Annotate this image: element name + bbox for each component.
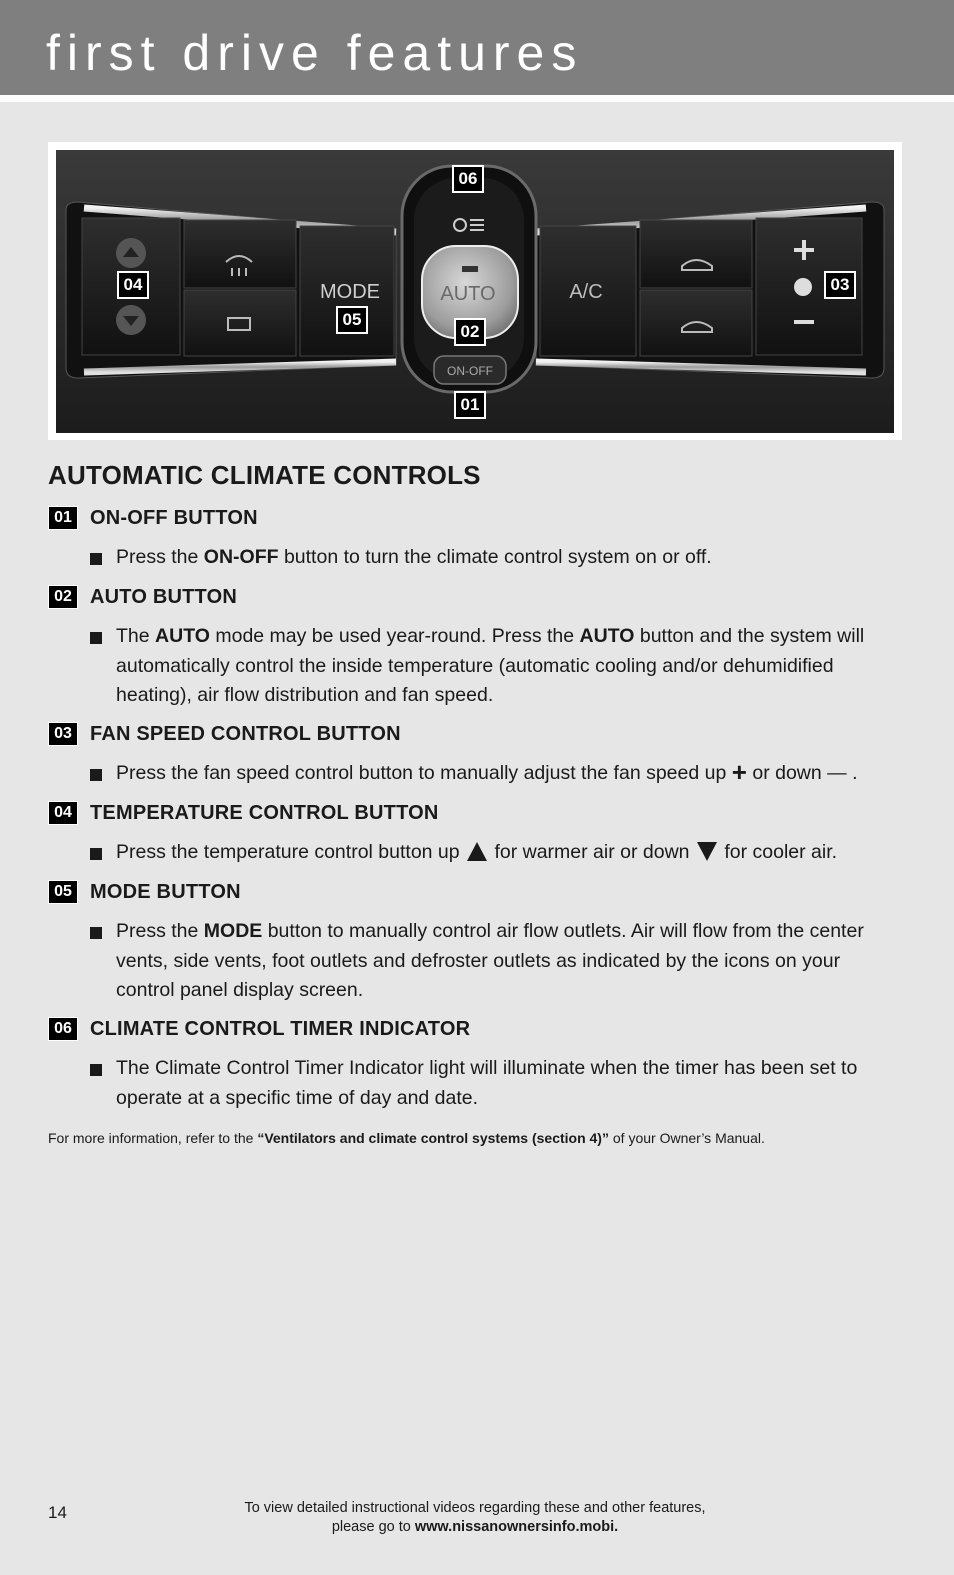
item-title: MODE BUTTON xyxy=(90,880,241,903)
item-title: AUTO BUTTON xyxy=(90,585,238,608)
item-number-badge: 05 xyxy=(48,880,78,904)
bullet-square-icon xyxy=(90,848,102,860)
text-run: . xyxy=(846,762,858,784)
triangle-down-icon xyxy=(697,842,717,861)
mode-button-label: MODE xyxy=(320,281,380,303)
text-run: for cooler air. xyxy=(718,841,838,863)
text-run: button and the system will automatically control the inside temperature (automatic cooling and/or dehumidified heating), air flow distribution and fan speed. xyxy=(116,625,865,706)
page-title: first drive features xyxy=(46,25,584,81)
item-05-description xyxy=(116,917,896,1006)
item-title: CLIMATE CONTROL TIMER INDICATOR xyxy=(90,1017,471,1040)
callout-04: 04 xyxy=(117,271,149,299)
bullet-square-icon xyxy=(90,632,102,644)
text-run: Press the xyxy=(116,546,204,568)
text-run: of your Owner’s Manual. xyxy=(608,1130,765,1146)
item-03-description xyxy=(116,759,896,789)
callout-02: 02 xyxy=(454,318,486,346)
text-run: For more information, refer to the xyxy=(48,1130,258,1146)
bullet-square-icon xyxy=(90,927,102,939)
item-05-heading xyxy=(48,880,241,904)
item-02-description xyxy=(116,622,896,711)
bullet-square-icon xyxy=(90,1064,102,1076)
bullet-square-icon xyxy=(90,553,102,565)
item-number-badge: 04 xyxy=(48,801,78,825)
text-run: button to manually control air flow outlets. Air will flow from the center vents, side vents, foot outlets and defroster outlets as indicated by the icons on your control panel display screen. xyxy=(116,920,864,1001)
callout-05: 05 xyxy=(336,306,368,334)
footer-line-2 xyxy=(200,1518,750,1537)
website-link[interactable]: www.nissanownersinfo.mobi. xyxy=(414,1519,619,1535)
text-bold: ON-OFF xyxy=(203,546,279,568)
text-run: or down xyxy=(746,762,828,784)
item-number-badge: 06 xyxy=(48,1017,78,1041)
item-04-description xyxy=(116,838,896,868)
climate-panel-photo-frame xyxy=(48,142,902,440)
footnote xyxy=(48,1130,765,1146)
text-run: Press the fan speed control button to manually adjust the fan speed up xyxy=(116,762,732,784)
text-run: The Climate Control Timer Indicator light will illuminate when the timer has been set to operate at a specific time of day and date. xyxy=(116,1057,858,1109)
item-title: ON-OFF BUTTON xyxy=(90,506,258,529)
footer-line-1: To view detailed instructional videos regarding these and other features, xyxy=(244,1500,706,1516)
page-header xyxy=(0,0,954,95)
manual-reference: “Ventilators and climate control systems (section 4)” xyxy=(257,1130,609,1146)
minus-icon: — xyxy=(827,762,847,784)
callout-06: 06 xyxy=(452,165,484,193)
item-02-heading xyxy=(48,585,237,609)
text-bold: MODE xyxy=(203,920,263,942)
header-divider xyxy=(0,95,954,102)
item-number-badge: 03 xyxy=(48,722,78,746)
item-01-heading xyxy=(48,506,258,530)
item-title: TEMPERATURE CONTROL BUTTON xyxy=(90,801,439,824)
page-footer xyxy=(200,1499,750,1537)
plus-icon: + xyxy=(731,757,747,787)
text-run: please go to xyxy=(331,1519,415,1535)
text-run: mode may be used year-round. Press the xyxy=(209,625,580,647)
text-run: Press the temperature control button up xyxy=(116,841,466,863)
text-bold: AUTO xyxy=(579,625,635,647)
item-01-description xyxy=(116,543,896,573)
callout-01: 01 xyxy=(454,391,486,419)
ac-button-label: A/C xyxy=(569,281,603,303)
item-number-badge: 02 xyxy=(48,585,78,609)
item-03-heading xyxy=(48,722,401,746)
item-title: FAN SPEED CONTROL BUTTON xyxy=(90,722,401,745)
onoff-button-label: ON-OFF xyxy=(447,364,493,378)
item-number-badge: 01 xyxy=(48,506,78,530)
item-06-heading xyxy=(48,1017,470,1041)
item-06-description xyxy=(116,1054,896,1113)
text-run: Press the xyxy=(116,920,204,942)
climate-panel-photo xyxy=(56,150,894,433)
text-run: for warmer air or down xyxy=(489,841,695,863)
auto-button-label: AUTO xyxy=(440,283,496,305)
page-number: 14 xyxy=(48,1503,67,1522)
bullet-square-icon xyxy=(90,769,102,781)
triangle-up-icon xyxy=(467,842,487,861)
text-run: button to turn the climate control system on or off. xyxy=(278,546,712,568)
item-04-heading xyxy=(48,801,439,825)
text-bold: AUTO xyxy=(155,625,210,647)
section-title: AUTOMATIC CLIMATE CONTROLS xyxy=(48,460,481,490)
callout-03: 03 xyxy=(824,271,856,299)
text-run: The xyxy=(116,625,156,647)
